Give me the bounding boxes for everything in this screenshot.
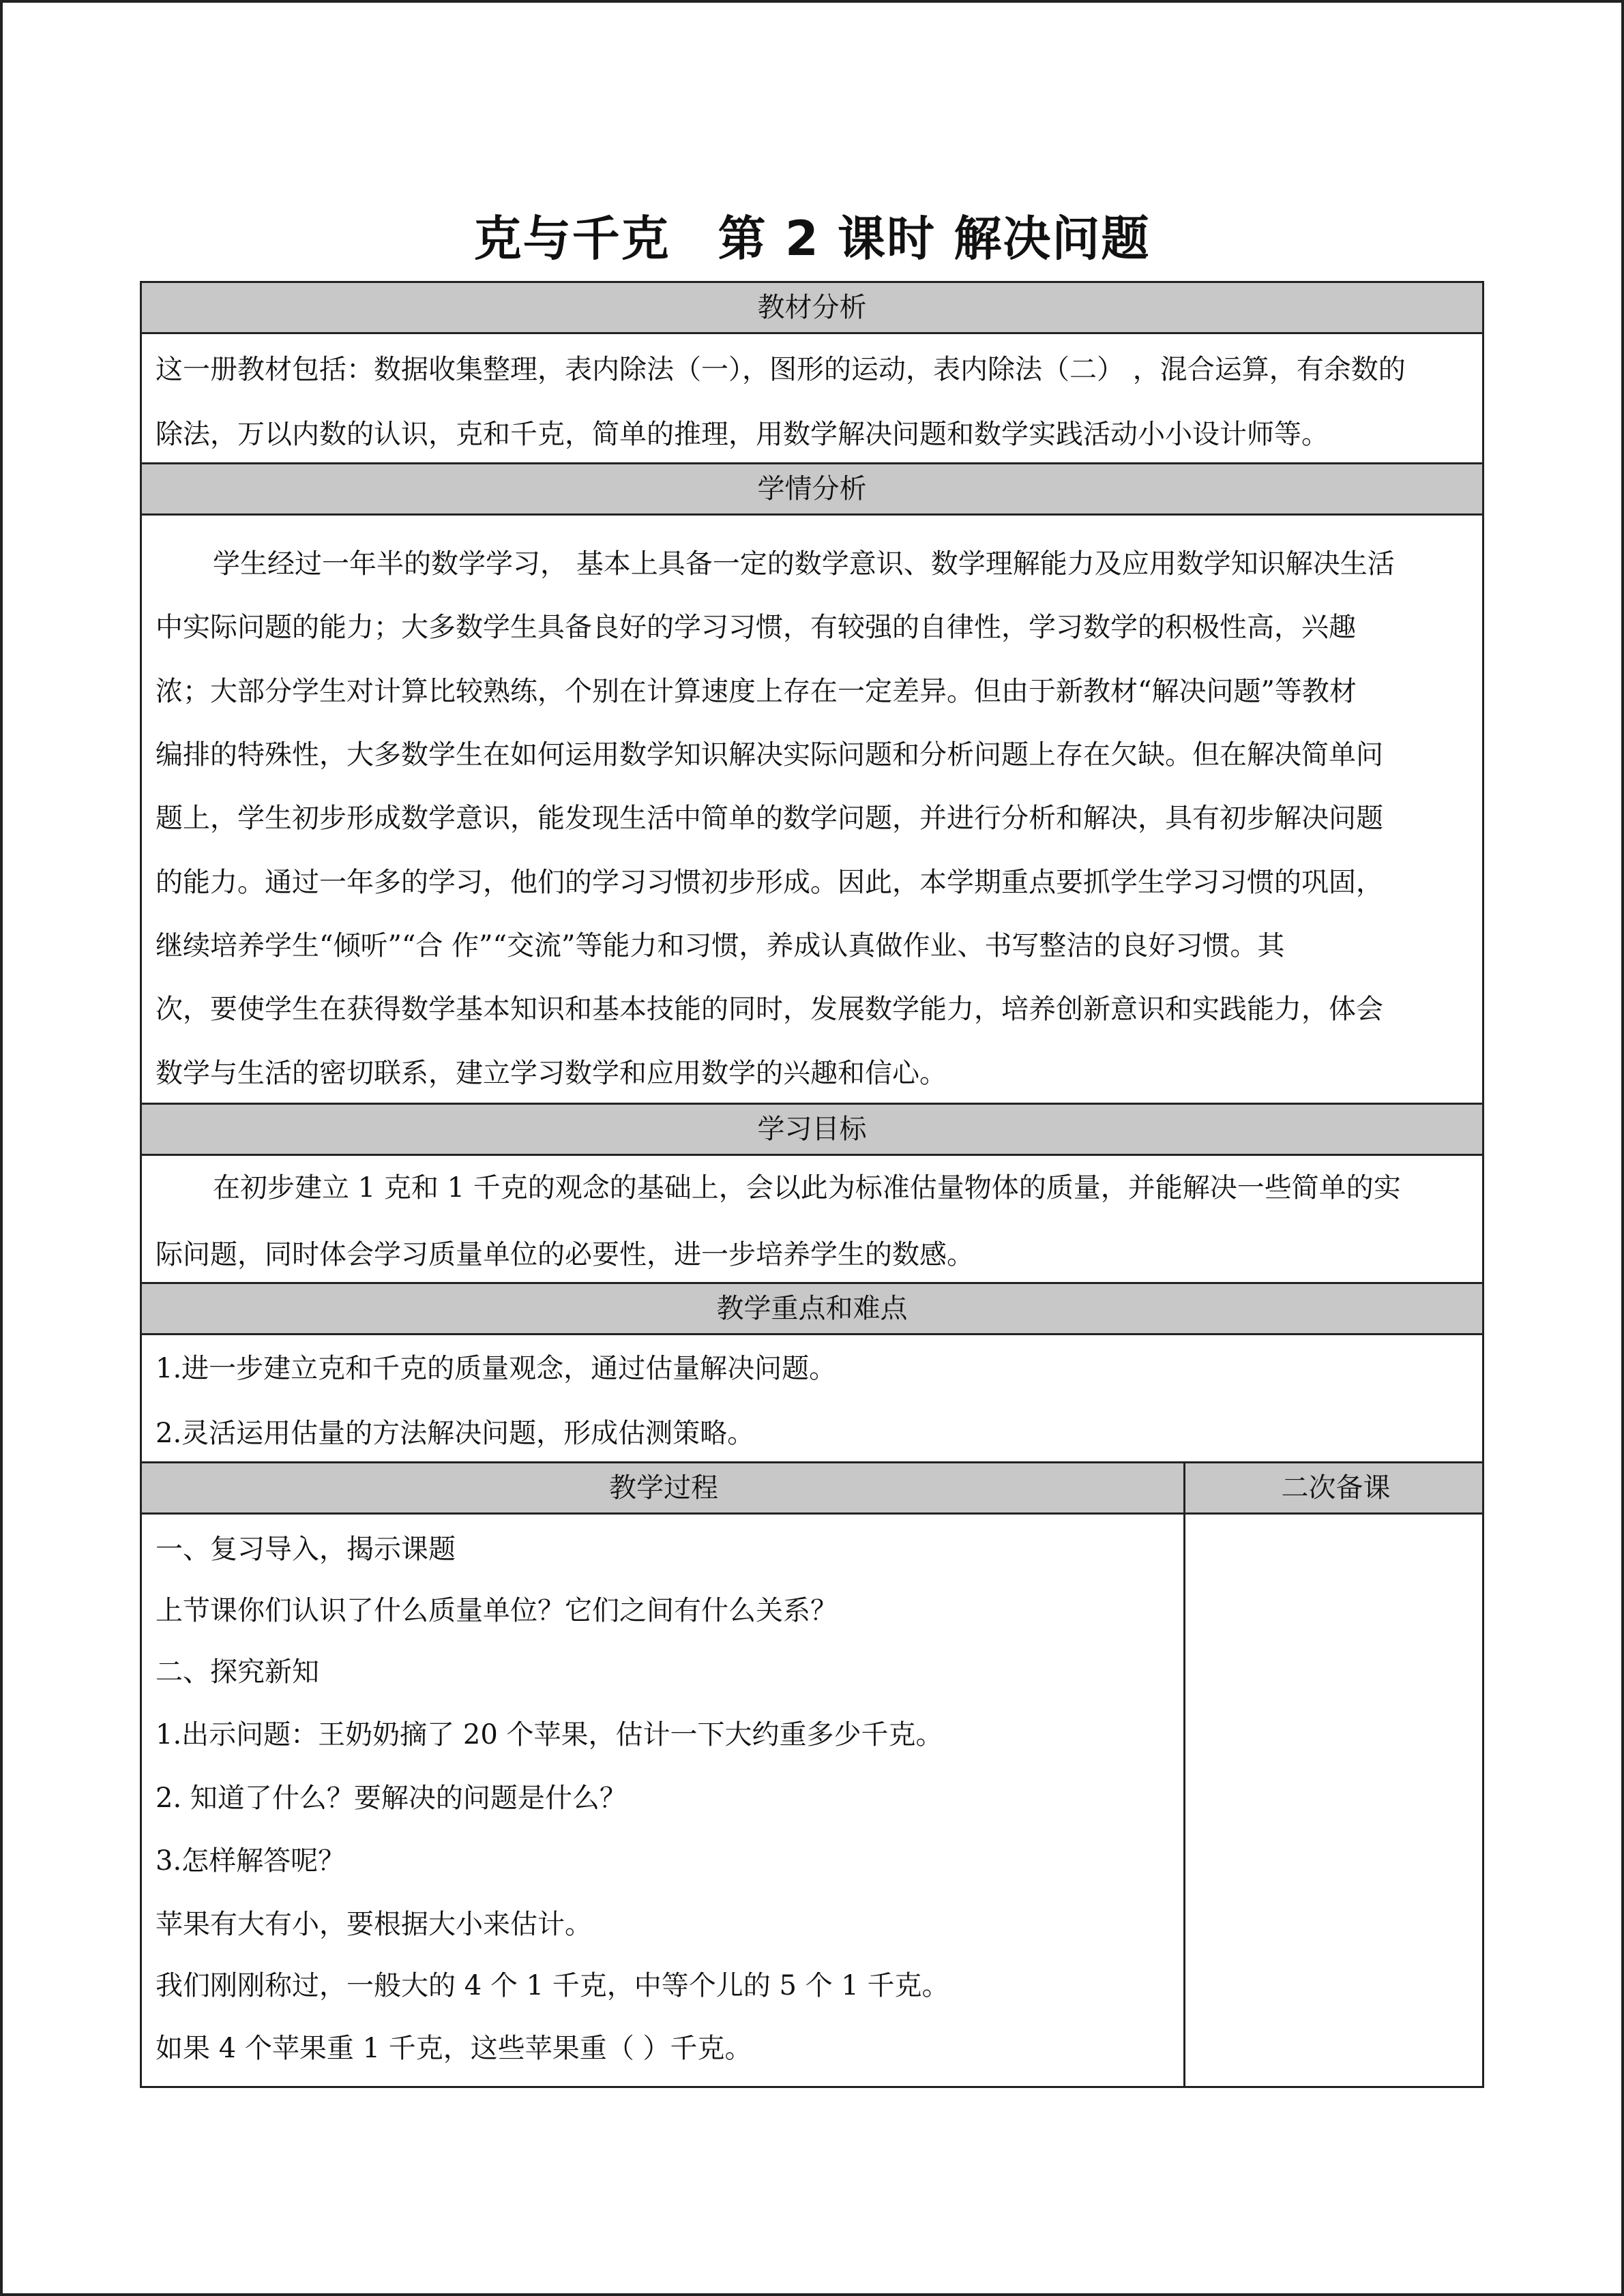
section-header-process <box>140 1461 1484 1515</box>
material-line: 这一册教材包括：数据收集整理，表内除法（一），图形的运动，表内除法（二） ，混合运算，有余数的 <box>156 354 1406 385</box>
students-line: 编排的特殊性，大多数学生在如何运用数学知识解决实际问题和分析问题上存在欠缺。但在解决简单问 <box>156 739 1383 771</box>
section-header-key-points: 教学重点和难点 <box>140 1282 1484 1335</box>
material-line: 除法，万以内数的认识，克和千克，简单的推理，用数学解决问题和数学实践活动小小设计师等。 <box>156 419 1329 450</box>
column-divider <box>1183 1461 1185 2088</box>
process-line: 上节课你们认识了什么质量单位？它们之间有什么关系？ <box>156 1595 838 1626</box>
section-header-material: 教材分析 <box>140 281 1484 334</box>
section-header-goals: 学习目标 <box>140 1103 1484 1156</box>
process-line: 二、探究新知 <box>156 1656 319 1688</box>
goals-line: 在初步建立 1 克和 1 千克的观念的基础上，会以此为标准估量物体的质量，并能解决一些简单的实 <box>213 1172 1401 1204</box>
title-lesson: 第 2 课时 解决问题 <box>718 211 1151 267</box>
page-title <box>0 208 1624 269</box>
students-line: 学生经过一年半的数学学习， 基本上具备一定的数学意识、数学理解能力及应用数学知识解决生活 <box>213 548 1395 580</box>
students-line: 继续培养学生“倾听”“合 作”“交流”等能力和习惯，养成认真做作业、书写整洁的良好习惯。其 <box>156 930 1285 961</box>
process-line: 2. 知道了什么？要解决的问题是什么？ <box>156 1783 627 1814</box>
section-header-students: 学情分析 <box>140 462 1484 516</box>
students-line: 中实际问题的能力；大多数学生具备良好的学习习惯，有较强的自律性，学习数学的积极性高，兴趣 <box>156 612 1356 643</box>
process-line: 苹果有大有小，要根据大小来估计。 <box>156 1909 592 1940</box>
students-line: 数学与生活的密切联系，建立学习数学和应用数学的兴趣和信心。 <box>156 1058 947 1089</box>
key-point-line: 2.灵活运用估量的方法解决问题，形成估测策略。 <box>156 1418 755 1449</box>
title-topic: 克与千克 <box>473 211 670 267</box>
students-line: 次，要使学生在获得数学基本知识和基本技能的同时，发展数学能力，培养创新意识和实践能力，体会 <box>156 994 1383 1025</box>
process-header: 教学过程 <box>609 1472 718 1504</box>
process-line: 一、复习导入，揭示课题 <box>156 1534 456 1565</box>
process-line: 如果 4 个苹果重 1 千克，这些苹果重（ ）千克。 <box>156 2033 752 2064</box>
students-line: 题上，学生初步形成数学意识，能发现生活中简单的数学问题，并进行分析和解决，具有初步解决问题 <box>156 803 1383 834</box>
process-line: 3.怎样解答呢？ <box>156 1845 346 1877</box>
second-prep-header: 二次备课 <box>1281 1472 1391 1504</box>
key-point-line: 1.进一步建立克和千克的质量观念，通过估量解决问题。 <box>156 1353 837 1384</box>
students-line: 的能力。通过一年多的学习，他们的学习习惯初步形成。因此，本学期重点要抓学生学习习惯的巩固， <box>156 867 1383 898</box>
process-line: 我们刚刚称过，一般大的 4 个 1 千克，中等个儿的 5 个 1 千克。 <box>156 1970 949 2001</box>
process-line: 1.出示问题：王奶奶摘了 20 个苹果，估计一下大约重多少千克。 <box>156 1719 943 1750</box>
goals-line: 际问题，同时体会学习质量单位的必要性，进一步培养学生的数感。 <box>156 1239 974 1270</box>
students-line: 浓；大部分学生对计算比较熟练，个别在计算速度上存在一定差异。但由于新教材“解决问题”等教材 <box>156 676 1357 707</box>
